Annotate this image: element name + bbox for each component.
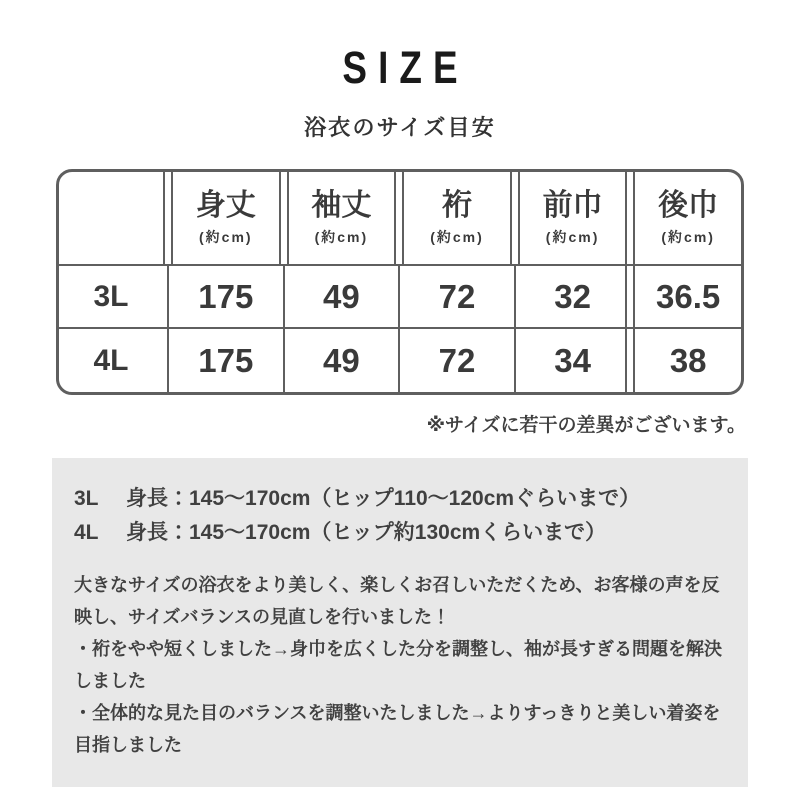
table-row-4l [59, 329, 741, 392]
value-yuki-3l: 72 [438, 277, 476, 315]
value-cell [635, 329, 741, 392]
value-cell [404, 266, 510, 327]
value-cell [520, 329, 626, 392]
column-header-unit: (約cm) [199, 228, 253, 245]
column-divider [163, 266, 173, 327]
column-header-unit: (約cm) [661, 228, 715, 245]
column-header-unit: (約cm) [430, 228, 484, 245]
value-cell [635, 266, 741, 327]
column-header-ushirohaba [635, 172, 741, 264]
corner-cell [59, 172, 163, 264]
size-line-label: 3L [74, 487, 99, 510]
column-header-unit: (約cm) [314, 228, 369, 245]
row-label-cell [59, 329, 163, 392]
value-cell [173, 329, 279, 392]
column-divider [163, 172, 173, 264]
value-ushirohaba-3l: 36.5 [656, 277, 721, 315]
page-title: SIZE [342, 42, 469, 93]
size-info-box [52, 458, 748, 787]
column-divider [625, 172, 635, 264]
column-header-yuki [404, 172, 510, 264]
size-line-label: 4L [74, 521, 99, 545]
column-divider [510, 172, 520, 264]
column-header-mitake [173, 172, 279, 264]
size-variance-note: ※サイズに若干の差異がございます。 [426, 415, 746, 436]
column-divider [279, 266, 289, 327]
column-header-label: 身丈 [195, 189, 256, 223]
value-cell [289, 266, 395, 327]
column-divider [163, 329, 173, 392]
column-header-label: 後巾 [658, 189, 719, 223]
column-divider [625, 329, 635, 392]
value-mitake-4l: 175 [198, 341, 254, 379]
description-paragraph: 大きなサイズの浴衣をより美しく、楽しくお召しいただくため、お客様の声を反映し、サイズバランスの見直しを行いました！ [74, 575, 720, 628]
value-sodetake-4l: 49 [323, 341, 360, 379]
size-line-3l [74, 482, 726, 516]
size-table [56, 169, 744, 395]
description-bullet-1: ・裄をやや短くしました→身巾を広くした分を調整し、袖が長すぎる問題を解決しました [74, 639, 722, 692]
row-label: 3L [93, 279, 129, 313]
value-cell [404, 329, 510, 392]
value-cell [520, 266, 626, 327]
column-header-maehaba [520, 172, 626, 264]
value-yuki-4l: 72 [438, 341, 476, 379]
column-header-label: 前巾 [542, 189, 603, 223]
column-divider [279, 172, 289, 264]
column-header-label: 裄 [441, 189, 472, 223]
table-row-3l [59, 266, 741, 329]
size-line-4l [74, 516, 726, 550]
value-maehaba-3l: 32 [554, 277, 591, 315]
row-label-cell [59, 266, 163, 327]
row-label: 4L [93, 343, 129, 377]
size-line-text: 身長：145～170cm（ヒップ110～120cmぐらいまで） [126, 487, 641, 510]
value-mitake-3l: 175 [198, 277, 254, 315]
value-sodetake-3l: 49 [323, 277, 360, 315]
column-divider [279, 329, 289, 392]
description-bullet-2: ・全体的な見た目のバランスを調整いたしました→よりすっきりと美しい着姿を目指しました [74, 703, 721, 756]
column-header-unit: (約cm) [545, 228, 600, 245]
column-divider [510, 329, 520, 392]
column-divider [394, 266, 404, 327]
page-subtitle: 浴衣のサイズ目安 [304, 115, 496, 140]
value-ushirohaba-4l: 38 [669, 341, 707, 379]
value-cell [289, 329, 395, 392]
value-maehaba-4l: 34 [554, 341, 591, 379]
column-header-sodetake [289, 172, 395, 264]
value-cell [173, 266, 279, 327]
column-divider [394, 329, 404, 392]
column-divider [625, 266, 635, 327]
size-table-header-row [59, 172, 741, 266]
column-divider [510, 266, 520, 327]
size-line-text: 身長：145～170cm（ヒップ約130cmくらいまで） [126, 521, 607, 545]
column-divider [394, 172, 404, 264]
size-description [74, 569, 726, 761]
column-header-label: 袖丈 [311, 189, 372, 223]
